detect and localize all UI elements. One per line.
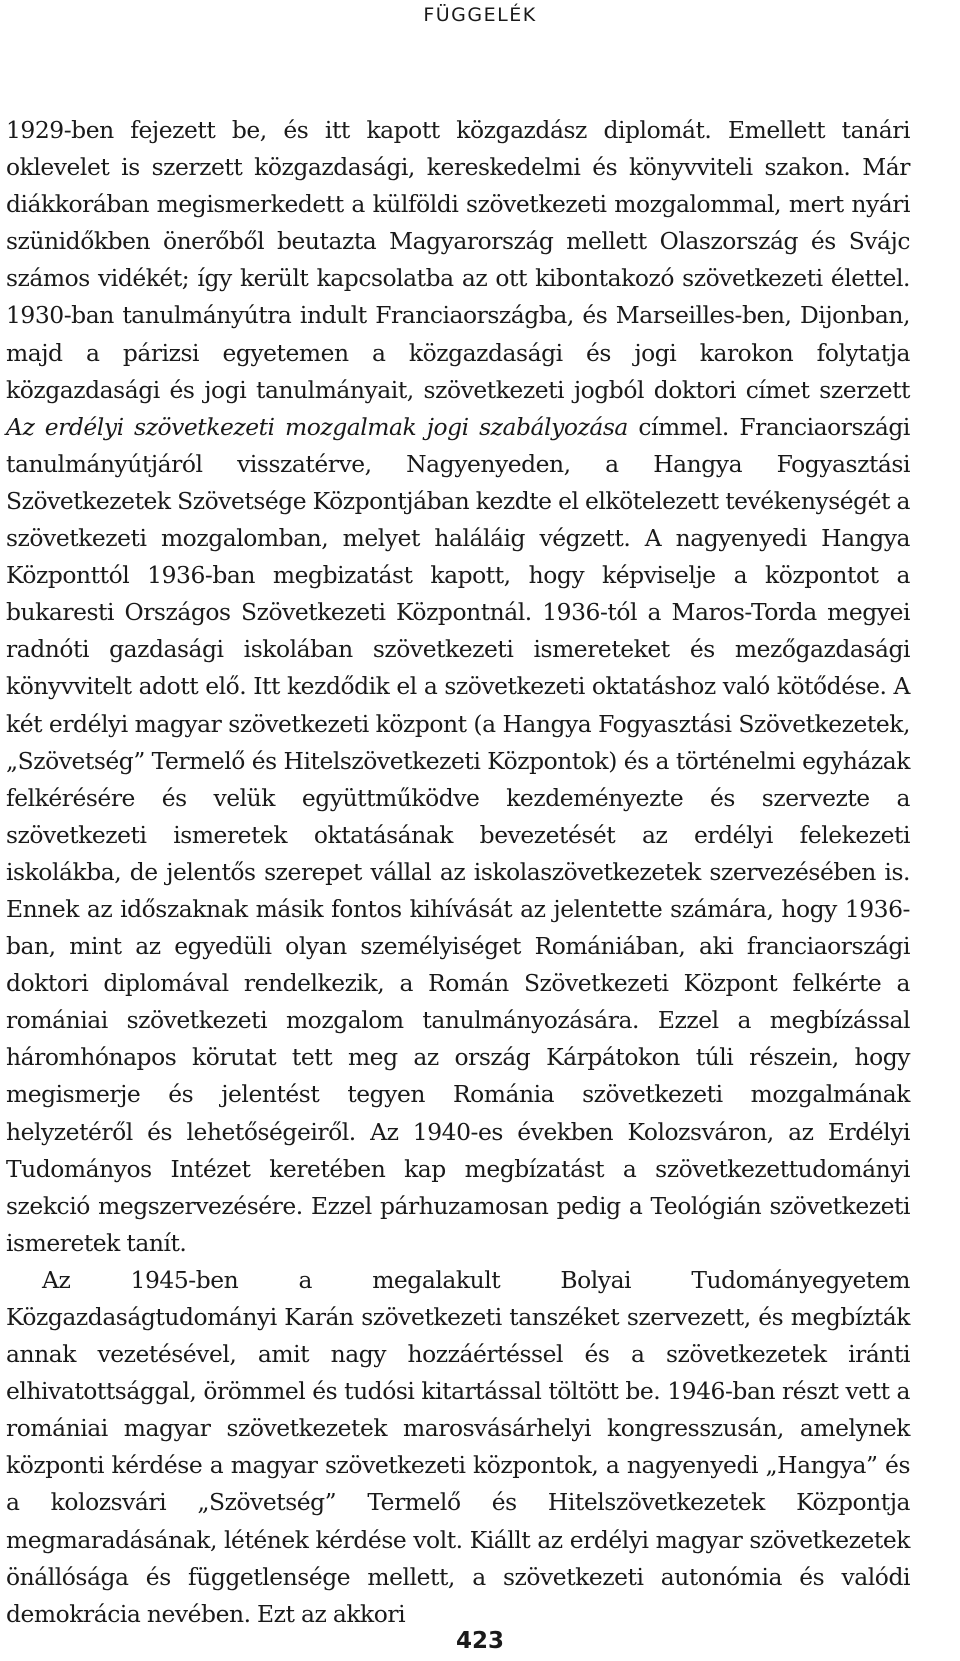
running-header: FÜGGELÉK	[423, 4, 537, 26]
page-number: 423	[455, 1628, 504, 1654]
thesis-title: Az erdélyi szövetkezeti mozgalmak jogi szabályozása	[6, 412, 628, 441]
body-text	[6, 112, 910, 1633]
paragraph-2: Az 1945-ben a megalakult Bolyai Tudományegyetem Közgazdaságtudományi Karán szövetkezeti tanszéket szervezett, és megbízták annak vezetésével, amit nagy hozzáértéssel és a szövetkezetek iránti elhivatottsággal, örömmel és tudósi kitartással töltött be. 1946-ban részt vett a romániai magyar szövetkezetek marosvásárhelyi kongresszusán, amelynek központi kérdése a magyar szövetkezeti központok, a nagyenyedi „Hangya” és a kolozsvári „Szövetség” Termelő és Hitelszövetkezetek Központja megmaradásának, létének kérdése volt. Kiállt az erdélyi magyar szövetkezetek önállósága és függetlensége mellett, a szövetkezeti autonómia és valódi demokrácia nevében. Ezt az akkori	[6, 1265, 910, 1628]
paragraph-1	[6, 112, 910, 1262]
paragraph-1-text-b: címmel. Franciaországi tanulmányútjáról visszatérve, Nagyenyeden, a Hangya Fogyasztási Szövetkezetek Szövetsége Központjában kezdte el elkötelezett tevékenységét a szövetkezeti mozgalomban, melyet haláláig végzett. A nagyenyedi Hangya Központtól 1936-ban megbizatást kapott, hogy képviselje a központot a bukaresti Országos Szövetkezeti Központnál. 1936-tól a Maros-Torda megyei radnóti gazdasági iskolában szövetkezeti ismereteket és mezőgazdasági könyvvitelt adott elő. Itt kezdődik el a szövetkezeti oktatáshoz való kötődése. A két erdélyi magyar szövetkezeti központ (a Hangya Fogyasztási Szövetkezetek, „Szövetség” Termelő és Hitelszövetkezeti Központok) és a történelmi egyházak felkérésére és velük együttműködve kezdeményezte és szervezte a szövetkezeti ismeretek oktatásának bevezetését az erdélyi felekezeti iskolákba, de jelentős szerepet vállal az iskolaszövetkezetek szervezésében is. Ennek az időszaknak másik fontos kihívását az jelentette számára, hogy 1936-ban, mint az egyedüli olyan személyiséget Romániában, aki franciaországi doktori diplomával rendelkezik, a Román Szövetkezeti Központ felkérte a romániai szövetkezeti mozgalom tanulmányozására. Ezzel a megbízással háromhónapos körutat tett meg az ország Kárpátokon túli részein, hogy megismerje és jelentést tegyen Románia szövetkezeti mozgalmának helyzetéről és lehetőségeiről. Az 1940-es években Kolozsváron, az Erdélyi Tudományos Intézet keretében kap megbízatást a szövetkezettudományi szekció megszervezésére. Ezzel párhuzamosan pedig a Teológián szövetkezeti ismeretek tanít.	[6, 412, 910, 1257]
paragraph-1-text-a: 1929-ben fejezett be, és itt kapott közgazdász diplomát. Emellett tanári oklevelet is szerzett közgazdasági, kereskedelmi és könyvviteli szakon. Már diákkorában megismerkedett a külföldi szövetkezeti mozgalommal, mert nyári szünidőkben önerőből beutazta Magyarország mellett Olaszország és Svájc számos vidékét; így került kapcsolatba az ott kibontakozó szövetkezeti élettel. 1930-ban tanulmányútra indult Franciaországba, és Marseilles-ben, Dijonban, majd a párizsi egyetemen a közgazdasági és jogi karokon folytatja közgazdasági és jogi tanulmányait, szövetkezeti jogból doktori címet szerzett	[6, 116, 910, 404]
